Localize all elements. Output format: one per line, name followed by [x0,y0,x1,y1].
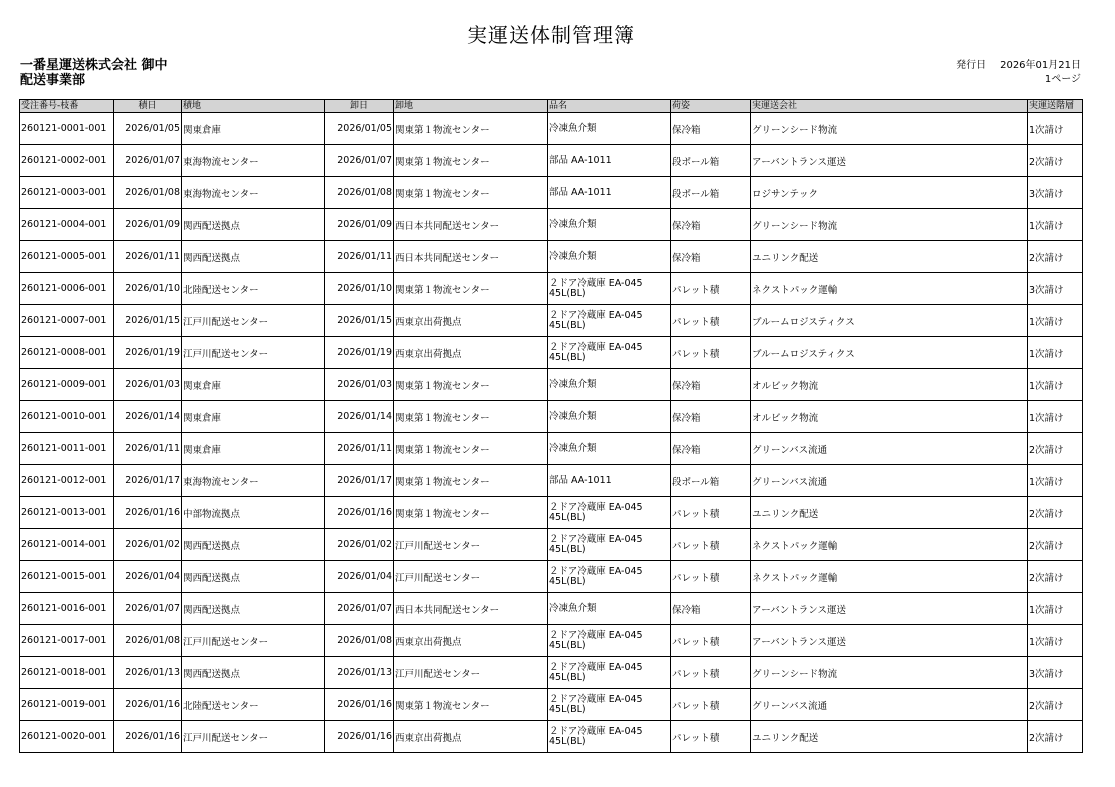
cell-packing: 保冷箱 [671,209,751,241]
cell-unload-date: 2026/01/05 [325,113,394,145]
cell-load-date: 2026/01/16 [114,689,182,721]
cell-load-date: 2026/01/15 [114,305,182,337]
cell-carrier: ロジサンテック [751,177,1028,209]
table-row [20,465,1083,497]
cell-unload-date: 2026/01/08 [325,625,394,657]
table-row [20,145,1083,177]
cell-tier: 1次請け [1028,209,1083,241]
cell-packing: パレット積 [671,561,751,593]
cell-carrier: オルビック物流 [751,369,1028,401]
cell-unload-place: 関東第１物流センター [394,273,548,305]
recipient-block [20,58,168,88]
table-row [20,593,1083,625]
cell-load-date: 2026/01/02 [114,529,182,561]
cell-product: 冷凍魚介類 [548,113,671,145]
cell-unload-place: 関東第１物流センター [394,113,548,145]
cell-load-date: 2026/01/08 [114,177,182,209]
cell-load-place: 北陸配送センター [182,689,325,721]
issue-date-label: 発行日 [956,60,987,71]
cell-unload-place: 西日本共同配送センター [394,593,548,625]
cell-tier: 3次請け [1028,273,1083,305]
cell-load-place: 関西配送拠点 [182,241,325,273]
cell-packing: 保冷箱 [671,401,751,433]
cell-carrier: ユニリンク配送 [751,497,1028,529]
cell-unload-date: 2026/01/16 [325,689,394,721]
header-order-no: 受注番号-枝番 [20,100,114,113]
cell-unload-date: 2026/01/16 [325,497,394,529]
table-row [20,241,1083,273]
page-number: 1ページ [1044,74,1081,85]
cell-packing: 段ボール箱 [671,145,751,177]
cell-tier: 2次請け [1028,721,1083,753]
cell-carrier: ネクストパック運輸 [751,529,1028,561]
table-row [20,305,1083,337]
cell-load-date: 2026/01/04 [114,561,182,593]
cell-load-place: 東海物流センター [182,465,325,497]
cell-order-no: 260121-0002-001 [20,145,114,177]
cell-carrier: ユニリンク配送 [751,241,1028,273]
cell-order-no: 260121-0013-001 [20,497,114,529]
cell-carrier: グリーンバス流通 [751,689,1028,721]
cell-packing: 保冷箱 [671,369,751,401]
cell-unload-place: 関東第１物流センター [394,401,548,433]
cell-order-no: 260121-0006-001 [20,273,114,305]
cell-packing: 段ボール箱 [671,465,751,497]
cell-unload-place: 西東京出荷拠点 [394,721,548,753]
cell-load-place: 江戸川配送センター [182,721,325,753]
cell-carrier: アーバントランス運送 [751,625,1028,657]
table-row [20,273,1083,305]
cell-unload-date: 2026/01/16 [325,721,394,753]
cell-packing: パレット積 [671,689,751,721]
cell-carrier: オルビック物流 [751,401,1028,433]
cell-tier: 2次請け [1028,561,1083,593]
header-tier: 実運送階層 [1028,100,1083,113]
header-load-date: 積日 [114,100,182,113]
cell-order-no: 260121-0004-001 [20,209,114,241]
cell-tier: 2次請け [1028,145,1083,177]
cell-packing: パレット積 [671,497,751,529]
header-unload-date: 卸日 [325,100,394,113]
cell-tier: 1次請け [1028,113,1083,145]
header-packing: 荷姿 [671,100,751,113]
issue-info [956,59,1081,87]
cell-load-place: 関西配送拠点 [182,561,325,593]
cell-tier: 2次請け [1028,241,1083,273]
cell-unload-date: 2026/01/17 [325,465,394,497]
cell-tier: 1次請け [1028,401,1083,433]
cell-order-no: 260121-0016-001 [20,593,114,625]
cell-product: ２ドア冷蔵庫 EA-045 45L(BL) [548,273,671,305]
cell-unload-place: 関東第１物流センター [394,689,548,721]
cell-product: 冷凍魚介類 [548,241,671,273]
cell-load-place: 関東倉庫 [182,113,325,145]
table-row [20,561,1083,593]
cell-product: ２ドア冷蔵庫 EA-045 45L(BL) [548,625,671,657]
cell-order-no: 260121-0001-001 [20,113,114,145]
cell-unload-date: 2026/01/03 [325,369,394,401]
cell-load-place: 北陸配送センター [182,273,325,305]
cell-tier: 2次請け [1028,689,1083,721]
cell-packing: 段ボール箱 [671,177,751,209]
cell-unload-place: 西東京出荷拠点 [394,305,548,337]
cell-product: ２ドア冷蔵庫 EA-045 45L(BL) [548,657,671,689]
cell-product: ２ドア冷蔵庫 EA-045 45L(BL) [548,305,671,337]
cell-product: ２ドア冷蔵庫 EA-045 45L(BL) [548,721,671,753]
cell-tier: 3次請け [1028,657,1083,689]
table-row [20,657,1083,689]
cell-load-place: 関東倉庫 [182,369,325,401]
cell-order-no: 260121-0012-001 [20,465,114,497]
cell-carrier: グリーンシード物流 [751,209,1028,241]
table-row [20,721,1083,753]
cell-product: 冷凍魚介類 [548,209,671,241]
cell-product: ２ドア冷蔵庫 EA-045 45L(BL) [548,497,671,529]
cell-load-place: 江戸川配送センター [182,337,325,369]
cell-load-place: 東海物流センター [182,177,325,209]
cell-unload-date: 2026/01/09 [325,209,394,241]
cell-carrier: アーバントランス運送 [751,145,1028,177]
cell-product: 冷凍魚介類 [548,593,671,625]
cell-product: ２ドア冷蔵庫 EA-045 45L(BL) [548,529,671,561]
table-row [20,689,1083,721]
cell-packing: パレット積 [671,273,751,305]
cell-load-place: 中部物流拠点 [182,497,325,529]
cell-product: ２ドア冷蔵庫 EA-045 45L(BL) [548,689,671,721]
cell-order-no: 260121-0003-001 [20,177,114,209]
cell-product: 冷凍魚介類 [548,433,671,465]
cell-load-place: 関西配送拠点 [182,657,325,689]
cell-product: 部品 AA-1011 [548,177,671,209]
table-row [20,337,1083,369]
cell-unload-date: 2026/01/14 [325,401,394,433]
cell-unload-place: 関東第１物流センター [394,145,548,177]
cell-load-place: 関西配送拠点 [182,593,325,625]
cell-tier: 2次請け [1028,529,1083,561]
recipient-department: 配送事業部 [20,73,86,88]
cell-unload-date: 2026/01/11 [325,433,394,465]
cell-unload-date: 2026/01/07 [325,593,394,625]
cell-product: ２ドア冷蔵庫 EA-045 45L(BL) [548,337,671,369]
cell-order-no: 260121-0014-001 [20,529,114,561]
cell-packing: 保冷箱 [671,433,751,465]
cell-load-date: 2026/01/16 [114,721,182,753]
cell-carrier: グリーンシード物流 [751,113,1028,145]
cell-order-no: 260121-0011-001 [20,433,114,465]
cell-order-no: 260121-0020-001 [20,721,114,753]
cell-product: 冷凍魚介類 [548,369,671,401]
cell-tier: 1次請け [1028,625,1083,657]
cell-unload-date: 2026/01/10 [325,273,394,305]
cell-carrier: アーバントランス運送 [751,593,1028,625]
cell-carrier: グリーンバス流通 [751,433,1028,465]
cell-load-date: 2026/01/19 [114,337,182,369]
cell-packing: パレット積 [671,305,751,337]
cell-load-date: 2026/01/17 [114,465,182,497]
cell-order-no: 260121-0007-001 [20,305,114,337]
cell-carrier: ネクストパック運輸 [751,273,1028,305]
table-row [20,625,1083,657]
cell-load-date: 2026/01/05 [114,113,182,145]
cell-load-place: 関西配送拠点 [182,529,325,561]
issue-date: 2026年01月21日 [1000,60,1081,71]
cell-load-date: 2026/01/13 [114,657,182,689]
cell-carrier: グリーンバス流通 [751,465,1028,497]
cell-unload-place: 西東京出荷拠点 [394,625,548,657]
table-row [20,529,1083,561]
cell-order-no: 260121-0018-001 [20,657,114,689]
table-header-row [20,100,1083,113]
cell-load-place: 東海物流センター [182,145,325,177]
table-row [20,433,1083,465]
cell-packing: 保冷箱 [671,113,751,145]
cell-unload-date: 2026/01/19 [325,337,394,369]
header-product: 品名 [548,100,671,113]
cell-order-no: 260121-0009-001 [20,369,114,401]
transport-table [19,99,1083,753]
document-title: 実運送体制管理簿 [467,23,635,47]
cell-unload-place: 江戸川配送センター [394,657,548,689]
cell-unload-date: 2026/01/04 [325,561,394,593]
cell-load-date: 2026/01/07 [114,145,182,177]
table-row [20,209,1083,241]
cell-unload-place: 関東第１物流センター [394,369,548,401]
cell-packing: パレット積 [671,337,751,369]
cell-product: 部品 AA-1011 [548,465,671,497]
cell-carrier: ユニリンク配送 [751,721,1028,753]
cell-packing: パレット積 [671,529,751,561]
cell-order-no: 260121-0017-001 [20,625,114,657]
cell-load-date: 2026/01/09 [114,209,182,241]
cell-unload-place: 西東京出荷拠点 [394,337,548,369]
cell-unload-place: 西日本共同配送センター [394,209,548,241]
cell-order-no: 260121-0010-001 [20,401,114,433]
cell-load-date: 2026/01/10 [114,273,182,305]
cell-tier: 2次請け [1028,433,1083,465]
cell-tier: 2次請け [1028,497,1083,529]
cell-load-place: 江戸川配送センター [182,305,325,337]
cell-load-place: 関西配送拠点 [182,209,325,241]
cell-load-date: 2026/01/08 [114,625,182,657]
table-row [20,113,1083,145]
cell-unload-date: 2026/01/15 [325,305,394,337]
cell-load-place: 関東倉庫 [182,433,325,465]
cell-packing: パレット積 [671,657,751,689]
cell-load-place: 関東倉庫 [182,401,325,433]
cell-order-no: 260121-0019-001 [20,689,114,721]
cell-tier: 1次請け [1028,369,1083,401]
cell-packing: パレット積 [671,625,751,657]
cell-order-no: 260121-0005-001 [20,241,114,273]
cell-product: 冷凍魚介類 [548,401,671,433]
table-row [20,177,1083,209]
cell-tier: 3次請け [1028,177,1083,209]
cell-unload-place: 西日本共同配送センター [394,241,548,273]
cell-carrier: ブルームロジスティクス [751,305,1028,337]
cell-packing: 保冷箱 [671,593,751,625]
cell-tier: 1次請け [1028,465,1083,497]
table-row [20,497,1083,529]
cell-load-date: 2026/01/14 [114,401,182,433]
cell-unload-place: 江戸川配送センター [394,561,548,593]
header-carrier: 実運送会社 [751,100,1028,113]
cell-unload-place: 関東第１物流センター [394,497,548,529]
header-unload-place: 卸地 [394,100,548,113]
cell-load-date: 2026/01/16 [114,497,182,529]
cell-unload-date: 2026/01/08 [325,177,394,209]
cell-unload-place: 関東第１物流センター [394,433,548,465]
cell-unload-place: 江戸川配送センター [394,529,548,561]
cell-unload-place: 関東第１物流センター [394,177,548,209]
cell-order-no: 260121-0015-001 [20,561,114,593]
table-row [20,369,1083,401]
cell-load-date: 2026/01/07 [114,593,182,625]
cell-carrier: ブルームロジスティクス [751,337,1028,369]
table-row [20,401,1083,433]
cell-tier: 1次請け [1028,593,1083,625]
cell-tier: 1次請け [1028,305,1083,337]
recipient-company: 一番星運送株式会社 御中 [20,58,168,73]
cell-carrier: ネクストパック運輸 [751,561,1028,593]
cell-unload-date: 2026/01/13 [325,657,394,689]
cell-order-no: 260121-0008-001 [20,337,114,369]
cell-unload-date: 2026/01/02 [325,529,394,561]
cell-tier: 1次請け [1028,337,1083,369]
cell-load-date: 2026/01/11 [114,433,182,465]
cell-product: ２ドア冷蔵庫 EA-045 45L(BL) [548,561,671,593]
header-load-place: 積地 [182,100,325,113]
cell-packing: パレット積 [671,721,751,753]
cell-packing: 保冷箱 [671,241,751,273]
cell-unload-date: 2026/01/11 [325,241,394,273]
cell-load-date: 2026/01/11 [114,241,182,273]
cell-product: 部品 AA-1011 [548,145,671,177]
cell-load-date: 2026/01/03 [114,369,182,401]
cell-unload-place: 関東第１物流センター [394,465,548,497]
table-body [20,113,1083,753]
cell-unload-date: 2026/01/07 [325,145,394,177]
cell-carrier: グリーンシード物流 [751,657,1028,689]
cell-load-place: 江戸川配送センター [182,625,325,657]
